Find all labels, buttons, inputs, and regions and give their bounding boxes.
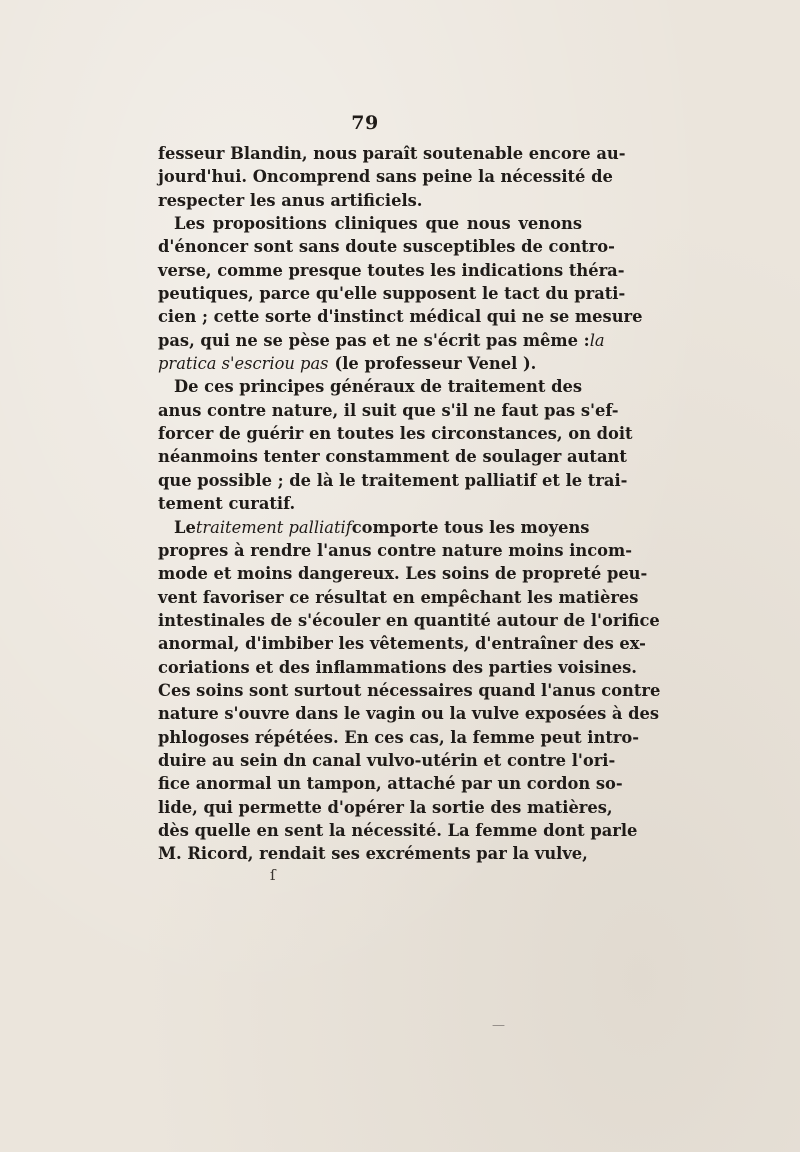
text-line [158, 329, 605, 352]
text-line: dès quelle en sent la nécessité. La femme dont parle [158, 820, 638, 840]
text-span: (le professeur Venel ). [334, 354, 537, 374]
text-span: comporte tous les moyens [351, 517, 590, 537]
text-line: duire au sein dn canal vulvo-utérin et contre l'ori- [158, 750, 616, 770]
text-span: Le [174, 517, 196, 537]
italic-text: pratica s'escriou pas [158, 354, 329, 374]
text-line: intestinales de s'écouler en quantité autour de l'orifice [158, 610, 660, 630]
text-line: propres à rendre l'anus contre nature moins incom- [158, 540, 632, 560]
text-line: Ces soins sont surtout nécessaires quand l'anus contre [158, 680, 661, 700]
italic-text: traitement palliatif [195, 517, 352, 537]
text-line: vent favoriser ce résultat en empêchant les matières [158, 587, 639, 607]
footer-mark: ſ [270, 866, 276, 884]
text-line: anus contre nature, il suit que s'il ne faut pas s'ef- [158, 400, 619, 420]
text-line: lide, qui permette d'opérer la sortie des matières, [158, 797, 613, 817]
text-line: anormal, d'imbiber les vêtements, d'entraîner des ex- [158, 634, 646, 654]
text-line: coriations et des inflammations des parties voisines. [158, 657, 637, 677]
text-line: tement curatif. [158, 494, 296, 514]
text-span: pas, qui ne se pèse pas et ne s'écrit pas même : [158, 330, 590, 350]
italic-text: la [589, 330, 605, 350]
text-line: peutiques, parce qu'elle supposent le tact du prati- [158, 284, 626, 304]
text-line [158, 352, 582, 375]
text-line: néanmoins tenter constamment de soulager autant [158, 447, 627, 467]
text-line: nature s'ouvre dans le vagin ou la vulve exposées à des [158, 704, 660, 724]
text-line: fice anormal un tampon, attaché par un cordon so- [158, 774, 623, 794]
text-line: M. Ricord, rendait ses excréments par la vulve, [158, 844, 588, 864]
text-line: De ces principes généraux de traitement des [174, 377, 582, 397]
text-line: respecter les anus artificiels. [158, 190, 423, 210]
text-line: jourd'hui. Oncomprend sans peine la nécessité de [158, 167, 613, 187]
text-line [158, 516, 590, 539]
text-line: mode et moins dangereux. Les soins de propreté peu- [158, 564, 648, 584]
text-line: d'énoncer sont sans doute susceptibles de contro- [158, 237, 615, 257]
text-line: que possible ; de là le traitement palliatif et le trai- [158, 470, 628, 490]
text-line: phlogoses répétées. En ces cas, la femme peut intro- [158, 727, 640, 747]
text-line: cien ; cette sorte d'instinct médical qui ne se mesure [158, 307, 643, 327]
text-line: fesseur Blandin, nous paraît soutenable encore au- [158, 144, 626, 163]
text-line: forcer de guérir en toutes les circonstances, on doit [158, 424, 633, 444]
body-text [158, 142, 661, 866]
text-line: verse, comme presque toutes les indications théra- [158, 260, 625, 280]
text-line: Les propositions cliniques que nous venons [174, 214, 582, 234]
page-number: 79 [351, 112, 379, 134]
bottom-dash: — [492, 1018, 505, 1033]
